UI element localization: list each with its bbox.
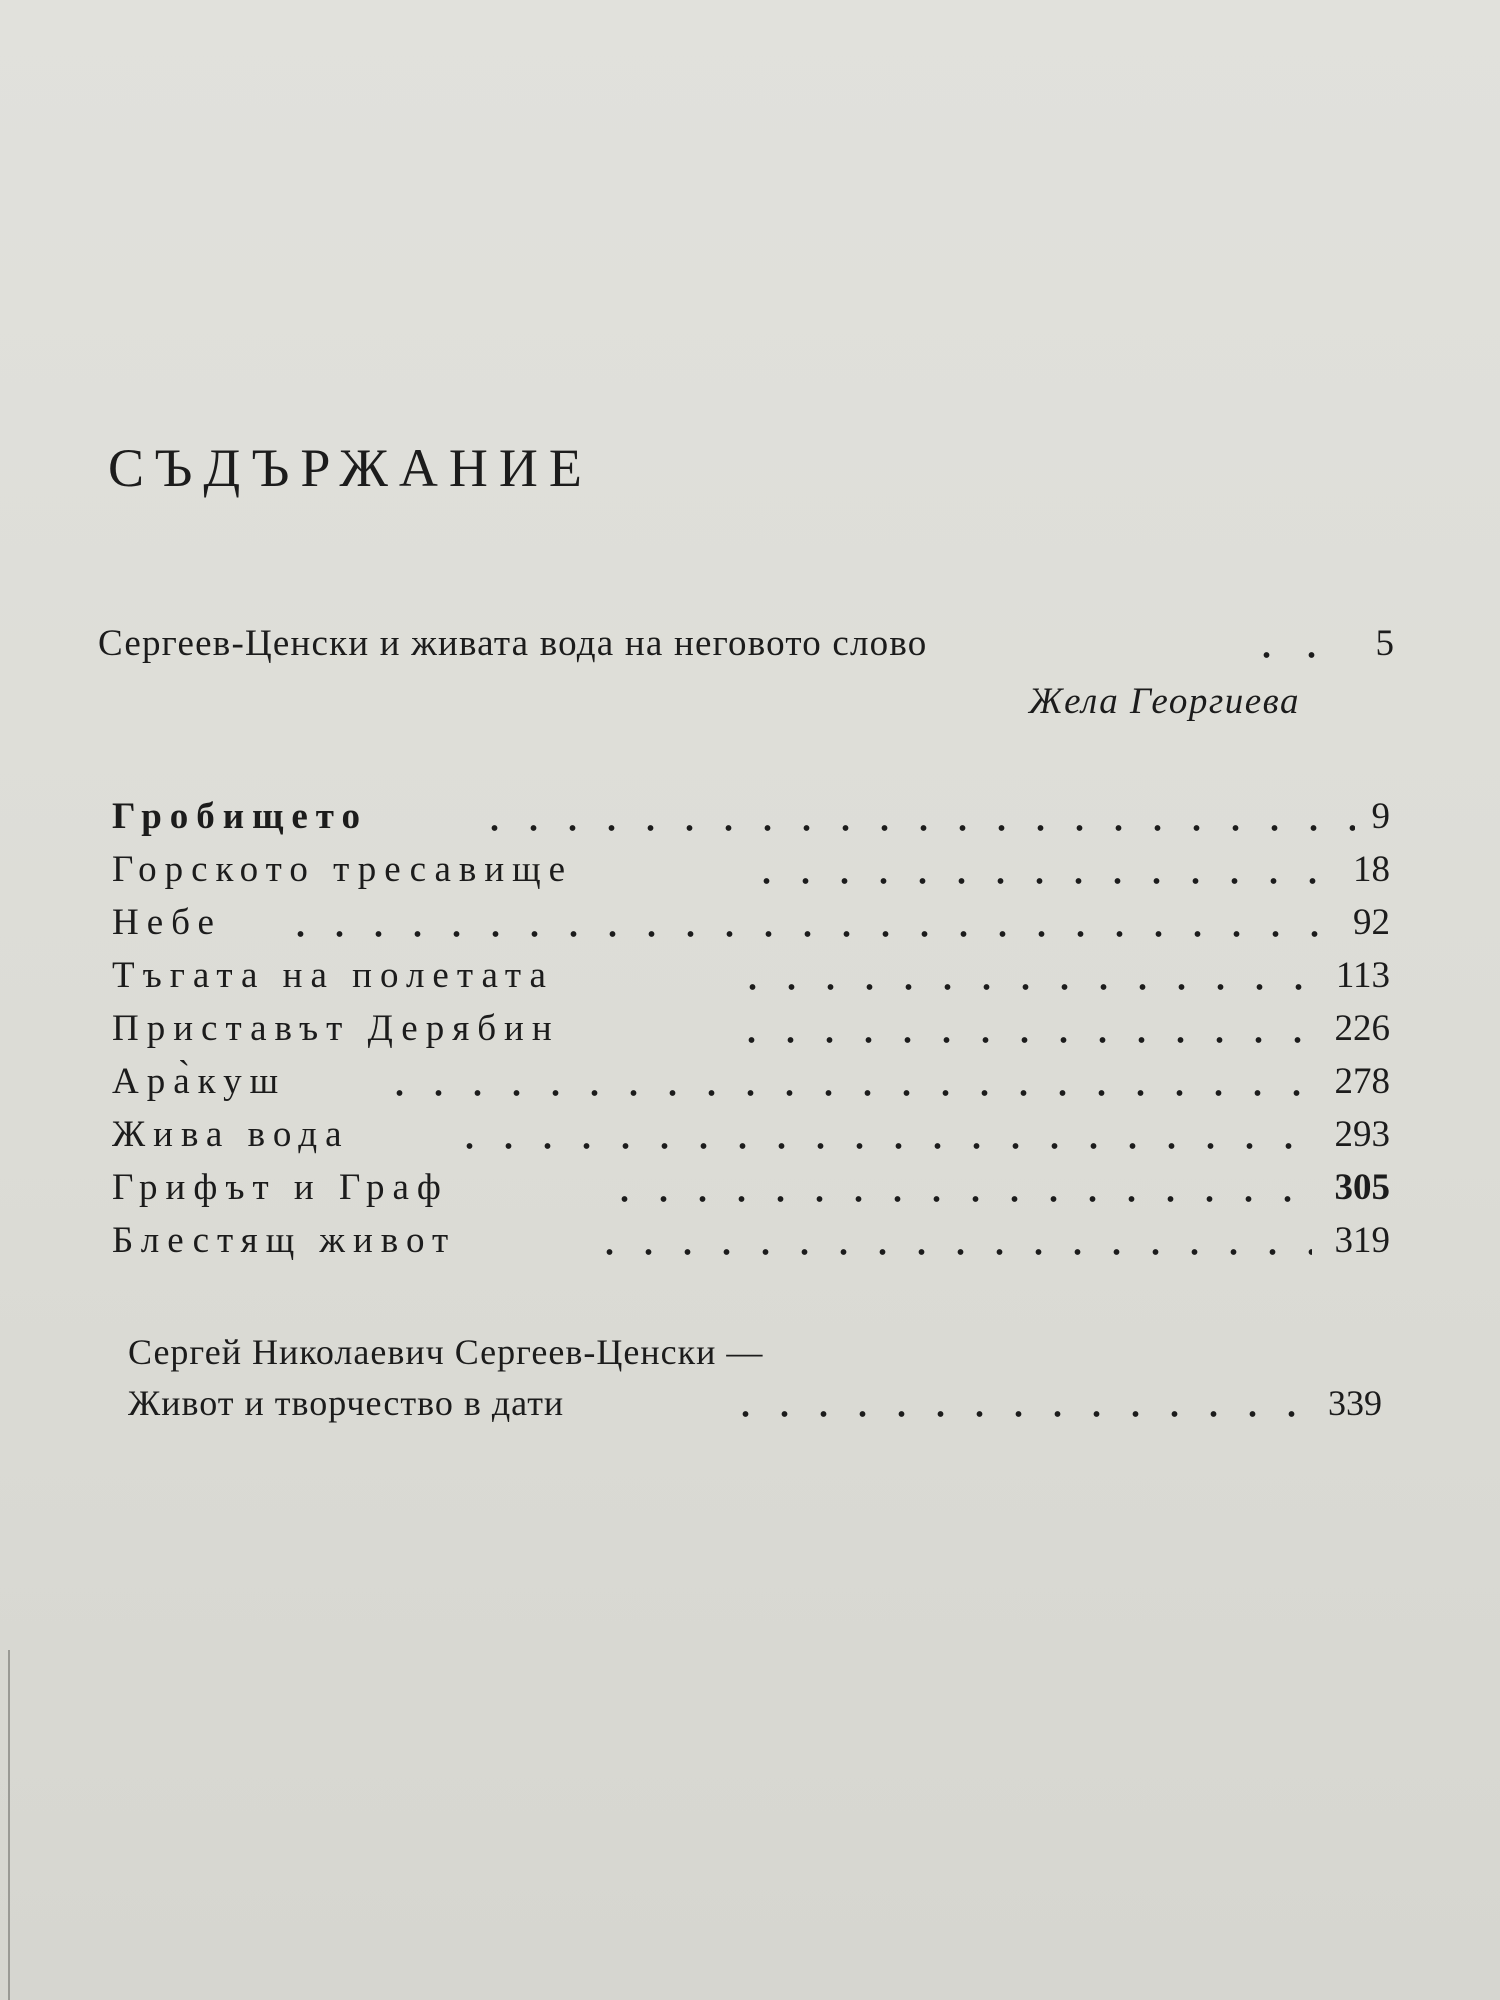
dot-leader [733,984,1313,990]
contents-heading: СЪДЪРЖАНИЕ [108,438,593,498]
toc-entry-title: Горското тресавище [112,849,574,890]
toc-entry-appendix [0,1371,1500,1421]
toc-entry-title: Грифът и Граф [112,1167,449,1208]
toc-entry [0,997,1500,1047]
toc-entry-page: 226 [1334,1008,1390,1049]
toc-entry-title: Приставът Дерябин [112,1008,560,1049]
toc-entry-title: Ара̀куш [112,1061,287,1102]
toc-entry [0,944,1500,994]
toc-entry-page: 319 [1334,1220,1390,1261]
toc-entry-page: 293 [1334,1114,1390,1155]
toc-entry-intro [0,612,1500,662]
toc-entry [0,1103,1500,1153]
toc-entry-page: 278 [1334,1061,1390,1102]
toc-entry-page: 305 [1334,1167,1390,1208]
toc-entry-appendix-line1 [0,1320,1500,1370]
toc-entry [0,891,1500,941]
toc-entry-title: Небе [112,902,222,943]
dot-leader [450,1143,1312,1149]
dot-leader [732,1037,1312,1043]
toc-entry-title: Жива вода [112,1114,350,1155]
toc-entry-page: 18 [1353,849,1390,890]
dot-leader [1244,652,1334,658]
dot-leader [590,1249,1312,1255]
toc-entry-page: 9 [1371,796,1390,837]
toc-entry-title: Живот и творчество в дати [128,1383,565,1423]
toc-entry-title: Гробището [112,796,368,837]
toc-entry-title: Блестящ живот [112,1220,457,1261]
toc-entry [0,838,1500,888]
dot-leader [380,1090,1312,1096]
toc-entry-title: Сергеев-Ценски и живата вода на неговото слово [98,623,928,664]
intro-author: Жела Георгиева [1028,681,1300,722]
toc-entry-title: Тъгата на полетата [112,955,554,996]
dot-leader [605,1196,1312,1202]
toc-entry [0,1209,1500,1259]
toc-entry [0,1156,1500,1206]
dot-leader [726,1411,1306,1417]
toc-entry-page: 5 [1375,623,1394,664]
dot-leader [281,931,1327,937]
dot-leader [475,825,1355,831]
toc-entry-page: 92 [1353,902,1390,943]
toc-entry [0,785,1500,835]
toc-entry-page: 113 [1335,955,1390,996]
page-edge [8,1650,10,2000]
toc-entry-page: 339 [1328,1383,1382,1423]
dot-leader [747,878,1327,884]
toc-entry-title: Сергей Николаевич Сергеев-Ценски — [128,1332,764,1372]
toc-entry [0,1050,1500,1100]
